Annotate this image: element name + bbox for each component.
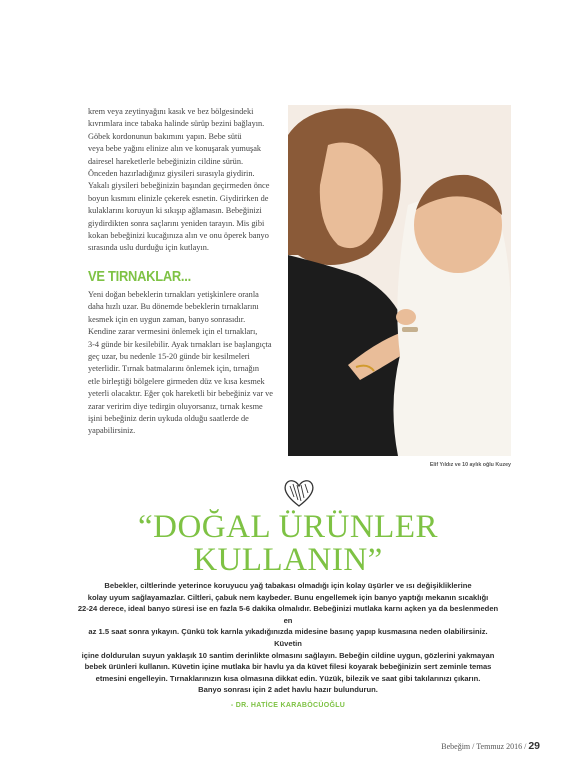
section-line: yeterli olacaktır. Eğer çok hareketli bir bebeğiniz var ve (88, 389, 273, 399)
pull-quote (60, 511, 516, 577)
quote-body-line: Bebekler, ciltlerinde yeterince koruyucu yağ tabakası olmadığı için kolay üşürler ve ısı değişikliklerine (104, 581, 472, 590)
intro-line: Yakalı giysileri bebeğinizin başından geçirmeden önce (88, 181, 270, 191)
intro-line: sırasında uslu durduğu için kutlayın. (88, 243, 209, 253)
quote-signature: - DR. HATİCE KARABÖCÜOĞLU (230, 702, 346, 709)
section-line: Yeni doğan bebeklerin tırnakları yetişkinlere oranla (88, 289, 259, 299)
quote-body-line: bebek ürünleri kullanın. Küvetin içine mutlaka bir havlu ya da küvet filesi koyarak bebeğinizin sert zeminle temas (84, 662, 492, 672)
section-line: daha hızlı uzar. Bu dönemde bebeklerin tırnaklarını (88, 302, 259, 312)
intro-line: Önceden hazırladığınız giysileri sırasıyla giydirin. (88, 169, 255, 179)
quote-body-line: az 1.5 saat sonra yıkayın. Çünkü tok karnla yıkadığınızda midesine basınç yapıp kusmasına neden olabilirsiniz. Küvetin (88, 627, 488, 648)
mother-baby-photo (288, 105, 511, 456)
section-line: işini bebeğiniz derin uykuda olduğu saatlerde de (88, 413, 249, 423)
page-number: 29 (528, 740, 540, 752)
pull-quote-line: KULLANIN” (193, 542, 383, 578)
intro-line: giydirdikten sonra saçlarını yeniden tarayın. Mis gibi (88, 218, 265, 228)
section-line: 3-4 günde bir kesilebilir. Ayak tırnakları ise başlangıçta (88, 339, 272, 349)
section-line: Kendine zarar vermesini önlemek için el tırnakları, (88, 327, 258, 337)
intro-line: Göbek kordonunun bakımını yapın. Bebe sütü (88, 131, 242, 141)
quote-body-line: etmesini engelleyin. Tırnaklarınızın kısa olmasına dikkat edin. Yüzük, bilezik ve saat gibi takılarınızı çıkarın. (95, 673, 481, 683)
section-line: etle birleştiği bölgelere girmeden düz ve kısa kesmek (88, 376, 265, 386)
section-heading: VE TIRNAKLAR... (88, 267, 191, 285)
heart-scribble-icon (282, 477, 316, 509)
section-line: yeterlidir. Tırnak batmalarını önlemek için, tırnağın (88, 364, 260, 374)
section-line: kesmek için en uygun zaman, banyo sonrasıdır. (88, 314, 246, 324)
photo-caption: Elif Yıldız ve 10 aylık oğlu Kuzey (429, 462, 511, 468)
section-line: yapabilirsiniz. (88, 426, 136, 436)
quote-body-line: kolay uyum sağlayamazlar. Ciltleri, çabuk nem kaybeder. Bunu engellemek için banyo yaptığı mekanın sıcaklığı (87, 592, 489, 602)
page-footer (441, 740, 540, 752)
quote-body-line: içine doldurulan suyun yaklaşık 10 santim derinlikte olmasını sağlayın. Bebeğin cildine uygun, gözlerini yakmayan (81, 650, 495, 660)
section-line: zarar veririm diye tedirgin oluyorsanız, tırnak kesme (88, 401, 263, 411)
intro-line: dairesel hareketlerle bebeğinizin cildine sürün. (88, 156, 244, 166)
intro-line: veya bebe yağını elinize alın ve konuşarak yumuşak (88, 144, 262, 154)
quote-body-line: Banyo sonrası için 2 adet havlu hazır bulundurun. (198, 685, 378, 695)
pull-quote-line: “DOĞAL ÜRÜNLER (138, 509, 438, 545)
intro-line: kokan bebeğinizi kucağınıza alın ve onu öperek banyo (88, 231, 269, 241)
intro-line: kulaklarını koruyun ki sıkışıp ağlamasın. Bebeğinizi (88, 206, 262, 216)
intro-line: boyun kısmını elinizle çekerek esnetin. Giydirirken de (88, 193, 269, 203)
photo-illustration (288, 105, 511, 456)
article-text-column (88, 106, 280, 438)
section-line: geç uzar, bu nedenle 15-20 günde bir kesilmeleri (88, 351, 250, 361)
quote-body (74, 580, 502, 696)
intro-line: krem veya zeytinyağını kasık ve bez bölgesindeki (88, 107, 254, 116)
quote-body-line: 22-24 derece, ideal banyo süresi ise en fazla 5-6 dakika olmalıdır. Bebeğinizi mutlaka karnı açken ya da beslenmeden en (77, 604, 499, 625)
magazine-name: Bebeğim / Temmuz 2016 / (441, 742, 527, 751)
intro-line: kıvrımlara ince tabaka halinde sürüp bezini bağlayın. (88, 119, 265, 129)
